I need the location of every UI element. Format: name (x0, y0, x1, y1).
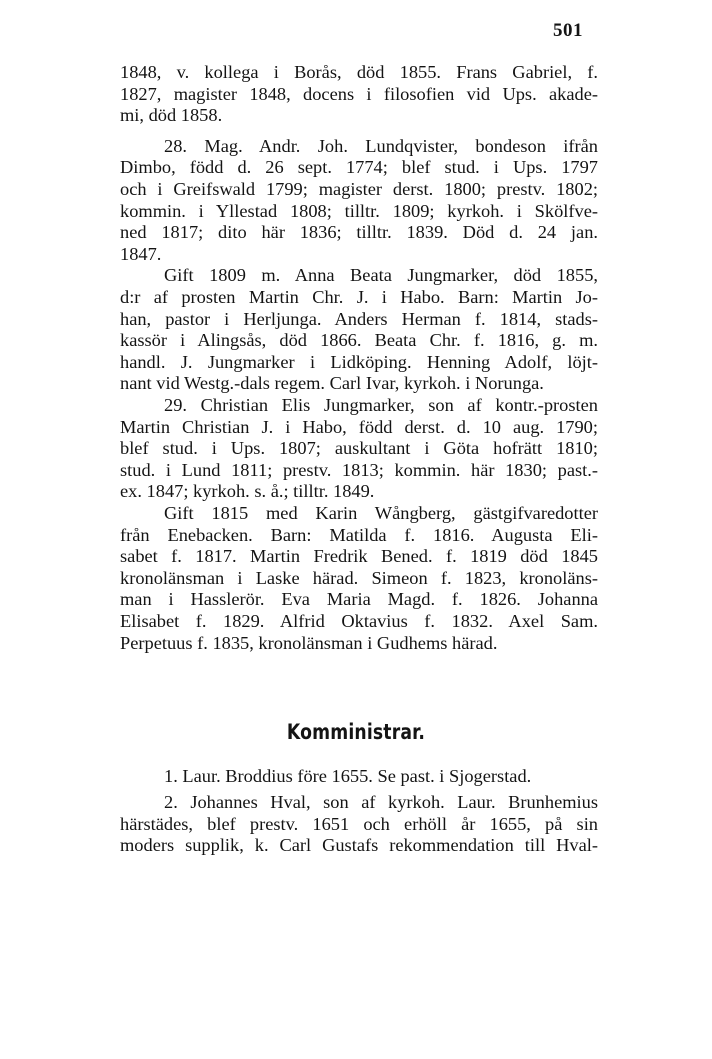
text-line: ned 1817; dito här 1836; tilltr. 1839. Död d. 24 jan. (120, 222, 598, 243)
text-line: 1. Laur. Broddius före 1655. Se past. i Sjogerstad. (164, 766, 532, 786)
text-line: härstädes, blef prestv. 1651 och erhöll år 1655, på sin (120, 813, 598, 834)
text-line: Martin Christian J. i Habo, född derst. d. 10 aug. 1790; (120, 416, 598, 437)
text-line: stud. i Lund 1811; prestv. 1813; kommin. här 1830; past.- (120, 459, 598, 480)
text-line: Gift 1809 m. Anna Beata Jungmarker, död 1855, (164, 265, 598, 286)
text-line: kassör i Alingsås, död 1866. Beata Chr. f. 1816, g. m. (120, 330, 598, 351)
text-line: sabet f. 1817. Martin Fredrik Bened. f. 1819 död 1845 (120, 546, 598, 567)
text-line: Elisabet f. 1829. Alfrid Oktavius f. 1832. Axel Sam. (120, 611, 598, 631)
text-line: Perpetuus f. 1835, kronolänsman i Gudhems härad. (120, 632, 498, 653)
section-heading: Komministrar. (286, 720, 426, 744)
text-line: och i Greifswald 1799; magister derst. 1800; prestv. 1802; (120, 179, 598, 199)
text-line: nant vid Westg.-dals regem. Carl Ivar, kyrkoh. i Norunga. (120, 373, 544, 394)
text-line: blef stud. i Ups. 1807; auskultant i Göta hofrätt 1810; (120, 438, 598, 459)
text-line: handl. J. Jungmarker i Lidköping. Henning Adolf, löjt- (120, 351, 598, 372)
text-line: Dimbo, född d. 26 sept. 1774; blef stud. i Ups. 1797 (120, 157, 598, 178)
text-line: 2. Johannes Hval, son af kyrkoh. Laur. Brunhemius (164, 792, 598, 812)
text-line: moders supplik, k. Carl Gustafs rekommendation till Hval- (120, 835, 598, 855)
text-line: från Enebacken. Barn: Matilda f. 1816. Augusta Eli- (120, 524, 598, 545)
text-line: kronolänsman i Laske härad. Simeon f. 1823, kronoläns- (120, 567, 598, 588)
text-line: man i Hasslerör. Eva Maria Magd. f. 1826. Johanna (120, 589, 598, 610)
text-line: 1847. (120, 243, 162, 264)
text-line: 1848, v. kollega i Borås, död 1855. Frans Gabriel, f. (120, 62, 598, 82)
text-line: mi, död 1858. (120, 105, 223, 126)
text-line: han, pastor i Herljunga. Anders Herman f. 1814, stads- (120, 308, 598, 329)
page-number: 501 (553, 20, 583, 41)
text-line: kommin. i Yllestad 1808; tilltr. 1809; kyrkoh. i Skölfve- (120, 200, 598, 221)
text-line: d:r af prosten Martin Chr. J. i Habo. Barn: Martin Jo- (120, 287, 598, 307)
text-line: Gift 1815 med Karin Wångberg, gästgifvaredotter (164, 503, 598, 523)
text-line: 1827, magister 1848, docens i filosofien vid Ups. akade- (120, 83, 598, 104)
text-line: 29. Christian Elis Jungmarker, son af kontr.-prosten (164, 395, 598, 415)
text-line: ex. 1847; kyrkoh. s. å.; tilltr. 1849. (120, 481, 375, 502)
text-line: 28. Mag. Andr. Joh. Lundqvister, bondeson ifrån (164, 135, 598, 156)
